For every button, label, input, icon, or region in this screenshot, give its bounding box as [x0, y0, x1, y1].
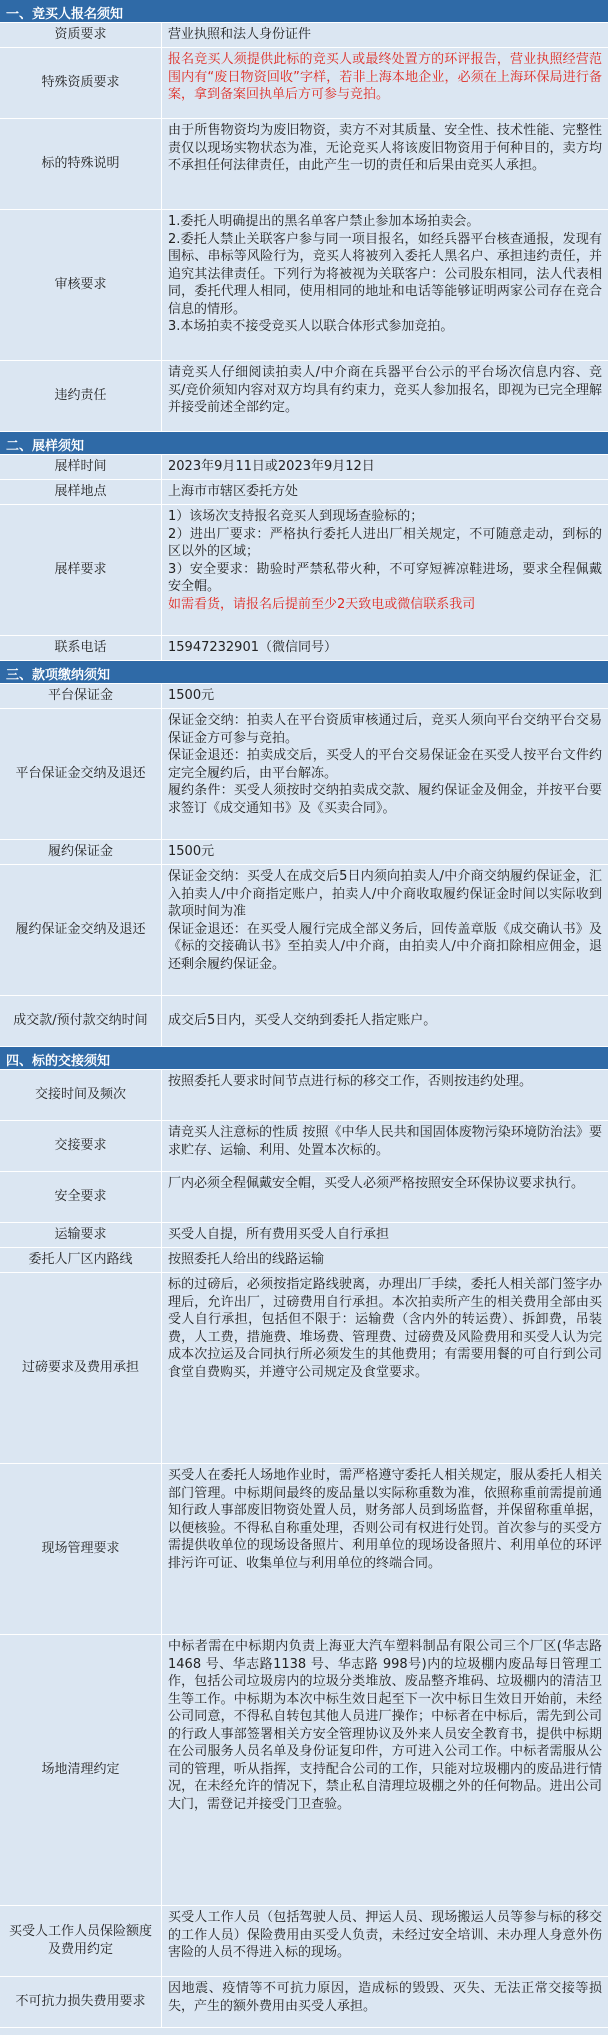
viewing-contact-note: 如需看货，请报名后提前至少2天致电或微信联系我司	[168, 596, 476, 612]
row-label-viewing-requirements: 展样要求	[0, 505, 162, 636]
row-label-breach: 违约责任	[0, 361, 162, 432]
row-label-viewing-time: 展样时间	[0, 455, 162, 480]
platform-deposit-item-2: 保证金退还：拍卖成交后，买受人的平台交易保证金在买受人按平台文件约定完全履约后，由平台解冻。	[168, 748, 602, 781]
section-header-registration: 一、竞买人报名须知	[0, 0, 608, 23]
row-value-performance-deposit: 1500元	[162, 840, 608, 865]
row-label-special-notes: 标的特殊说明	[0, 119, 162, 210]
row-value-special-qualification: 报名竞买人须提供此标的竞买人或最终处置方的环评报告，营业执照经营范围内有“废日物资回收”字样，若非上海本地企业，必须在上海环保局进行备案，拿到备案回执单后方可参与竞拍。	[162, 48, 608, 119]
row-value-phone: 15947232901（微信同号）	[162, 636, 608, 661]
row-label-platform-deposit: 平台保证金	[0, 684, 162, 709]
review-item-2: 2.委托人禁止关联客户参与同一项目报名，如经兵器平台核查通报，发现有围标、串标等风险行为，竞买人将被列入委托人黑名户、承担违约责任，并追究其法律责任。下列行为将被视为关联客户：公司股东相同，法人代表相同，委托代理人相同，使用相同的地址和电话等能够证明两家公司存在竞合信息的情形。	[168, 231, 602, 317]
row-label-transport: 运输要求	[0, 1223, 162, 1248]
row-value-safety: 厂内必须全程佩戴安全帽，买受人必须严格按照安全环保协议要求执行。	[162, 1172, 608, 1223]
row-label-platform-deposit-rules: 平台保证金交纳及退还	[0, 709, 162, 840]
row-value-site-cleanup: 中标者需在中标期内负责上海亚大汽车塑料制品有限公司三个厂区(华志路1468 号、华志路1138 号、华志路 998号)内的垃圾棚内废品每日管理工作，包括公司垃圾房内的垃圾分类堆放、废品整齐堆码、垃圾棚内的清洁卫生等工作。中标期为本次中标生效日起至下一次中标日生效日开始前，未经公司同意，不得私自转包其他人员进厂操作；中标者在中标后，需先到公司的行政人事部签署相关方安全管理协议及外来人员安全教育书，提供中标期在公司服务人员名单及身份证复印件，方可进入公司工作。中标者需服从公司的管理，听从指挥，支持配合公司的工作，只能对垃圾棚内的废品进行情况，在未经允许的情况下，禁止私自清理垃圾棚之外的任何物品。进出公司大门，需登记并接受门卫查验。	[162, 1635, 608, 1906]
row-label-insurance: 买受人工作人员保险额度及费用约定	[0, 1906, 162, 1977]
row-label-transaction-payment: 成交款/预付款交纳时间	[0, 996, 162, 1047]
row-label-site-management: 现场管理要求	[0, 1464, 162, 1635]
section-header-handover: 四、标的交接须知	[0, 1047, 608, 1070]
section-header-viewing: 二、展样须知	[0, 432, 608, 455]
review-item-3: 3.本场拍卖不接受竞买人以联合体形式参加竞拍。	[168, 319, 454, 335]
viewing-item-2: 2）进出厂要求：严格执行委托人进出厂相关规定，不可随意走动，到标的区以外的区域；	[168, 526, 602, 560]
row-value-special-notes: 由于所售物资均为废旧物资，卖方不对其质量、安全性、技术性能、完整性责仅以现场实物状态为准，无论竞买人将该废旧物资用于何种目的，卖方均不承担任何法律责任，由此产生一切的责任和后果由竞买人承担。	[162, 119, 608, 210]
row-label-performance-deposit: 履约保证金	[0, 840, 162, 865]
row-value-weighing: 标的过磅后，必须按指定路线驶离，办理出厂手续，委托人相关部门签字办理后，允许出厂，过磅费用自行承担。本次拍卖所产生的相关费用全部由买受人自行承担，包括但不限于：运输费（含内外的转运费）、拆卸费，吊装费，人工费，措施费、堆场费、管理费、过磅费及风险费用和买受人认为完成本次拉运及合同执行所必须发生的其他费用；有需要用餐的可自行到公司食堂自费购买，并遵守公司规定及食堂要求。	[162, 1273, 608, 1464]
row-value-handover-requirements: 请竞买人注意标的性质 按照《中华人民共和国固体废物污染环境防治法》要求贮存、运输、利用、处置本次标的。	[162, 1121, 608, 1172]
review-item-1: 1.委托人明确提出的黑名单客户禁止参加本场拍卖会。	[168, 214, 480, 229]
row-value-force-majeure: 因地震、疫情等不可抗力原因，造成标的毁毁、灭失、无法正常交接等损失，产生的额外费用由买受人承担。	[162, 1977, 608, 2028]
section-header-payment: 三、款项缴纳须知	[0, 661, 608, 684]
row-value-viewing-location: 上海市市辖区委托方处	[162, 480, 608, 505]
row-label-handover-time: 交接时间及频次	[0, 1070, 162, 1121]
viewing-item-3: 3）安全要求：勘验时严禁私带火种，不可穿短裤凉鞋进场，要求全程佩戴安全帽。	[168, 561, 602, 595]
row-value-performance-deposit-rules	[162, 865, 608, 996]
row-label-qualification: 资质要求	[0, 23, 162, 48]
row-value-handover-time: 按照委托人要求时间节点进行标的移交工作，否则按违约处理。	[162, 1070, 608, 1121]
row-label-phone: 联系电话	[0, 636, 162, 661]
row-label-safety: 安全要求	[0, 1172, 162, 1223]
row-label-route: 委托人厂区内路线	[0, 1248, 162, 1273]
row-value-transport: 买受人自提，所有费用买受人自行承担	[162, 1223, 608, 1248]
platform-deposit-item-1: 保证金交纳：拍卖人在平台资质审核通过后，竞买人须向平台交纳平台交易保证金方可参与竞拍。	[168, 713, 602, 746]
performance-deposit-item-1: 保证金交纳：买受人在成交后5日内须向拍卖人/中介商交纳履约保证金，汇入拍卖人/中介商指定账户，拍卖人/中介商收取履约保证金时间以实际收到款项时间为准	[168, 869, 602, 920]
row-value-site-management: 买受人在委托人场地作业时，需严格遵守委托人相关规定，服从委托人相关部门管理。中标期间最终的废品量以实际称重数为准，依照称重前需提前通知行政人事部废旧物资处置人员，财务部人员到场监督，并保留称重单据，以便核验。不得私自称重处理，否则公司有权进行处罚。首次参与的买受方需提供收单位的现场设备照片、利用单位的现场设备照片、利用单位的环评排污许可证、收集单位与利用单位的终端合同。	[162, 1464, 608, 1635]
row-value-viewing-requirements	[162, 505, 608, 636]
row-value-insurance: 买受人工作人员（包括驾驶人员、押运人员、现场搬运人员等参与标的移交的工作人员）保险费用由买受人负责，未经过安全培训、未办理人身意外伤害险的人员不得进入标的现场。	[162, 1906, 608, 1977]
row-value-review	[162, 210, 608, 361]
performance-deposit-item-2: 保证金退还：在买受人履行完成全部义务后，回传盖章版《成交确认书》及《标的交接确认书》至拍卖人/中介商，由拍卖人/中介商扣除相应佣金，退还剩余履约保证金。	[168, 921, 602, 972]
row-label-special-qualification: 特殊资质要求	[0, 48, 162, 119]
row-label-handover-requirements: 交接要求	[0, 1121, 162, 1172]
platform-deposit-item-3: 履约条件：买受人须按时交纳拍卖成交款、履约保证金及佣金，并按平台要求签订《成交通知书》及《买卖合同》。	[168, 783, 602, 816]
row-value-qualification: 营业执照和法人身份证件	[162, 23, 608, 48]
row-label-performance-deposit-rules: 履约保证金交纳及退还	[0, 865, 162, 996]
row-label-force-majeure: 不可抗力损失费用要求	[0, 1977, 162, 2028]
row-value-transaction-payment: 成交后5日内，买受人交纳到委托人指定账户。	[162, 996, 608, 1047]
row-value-platform-deposit: 1500元	[162, 684, 608, 709]
row-value-breach: 请竞买人仔细阅读拍卖人/中介商在兵器平台公示的平台场次信息内容、竞买/竞价须知内容对双方均具有约束力，竞买人参加报名，即视为已完全理解并接受前述全部约定。	[162, 361, 608, 432]
viewing-item-1: 1）该场次支持报名竞买人到现场查验标的；	[168, 509, 424, 524]
row-value-route: 按照委托人给出的线路运输	[162, 1248, 608, 1273]
row-label-review: 审核要求	[0, 210, 162, 361]
row-label-site-cleanup: 场地清理约定	[0, 1635, 162, 1906]
row-value-viewing-time: 2023年9月11日或2023年9月12日	[162, 455, 608, 480]
row-label-weighing: 过磅要求及费用承担	[0, 1273, 162, 1464]
row-value-platform-deposit-rules	[162, 709, 608, 840]
row-label-viewing-location: 展样地点	[0, 480, 162, 505]
